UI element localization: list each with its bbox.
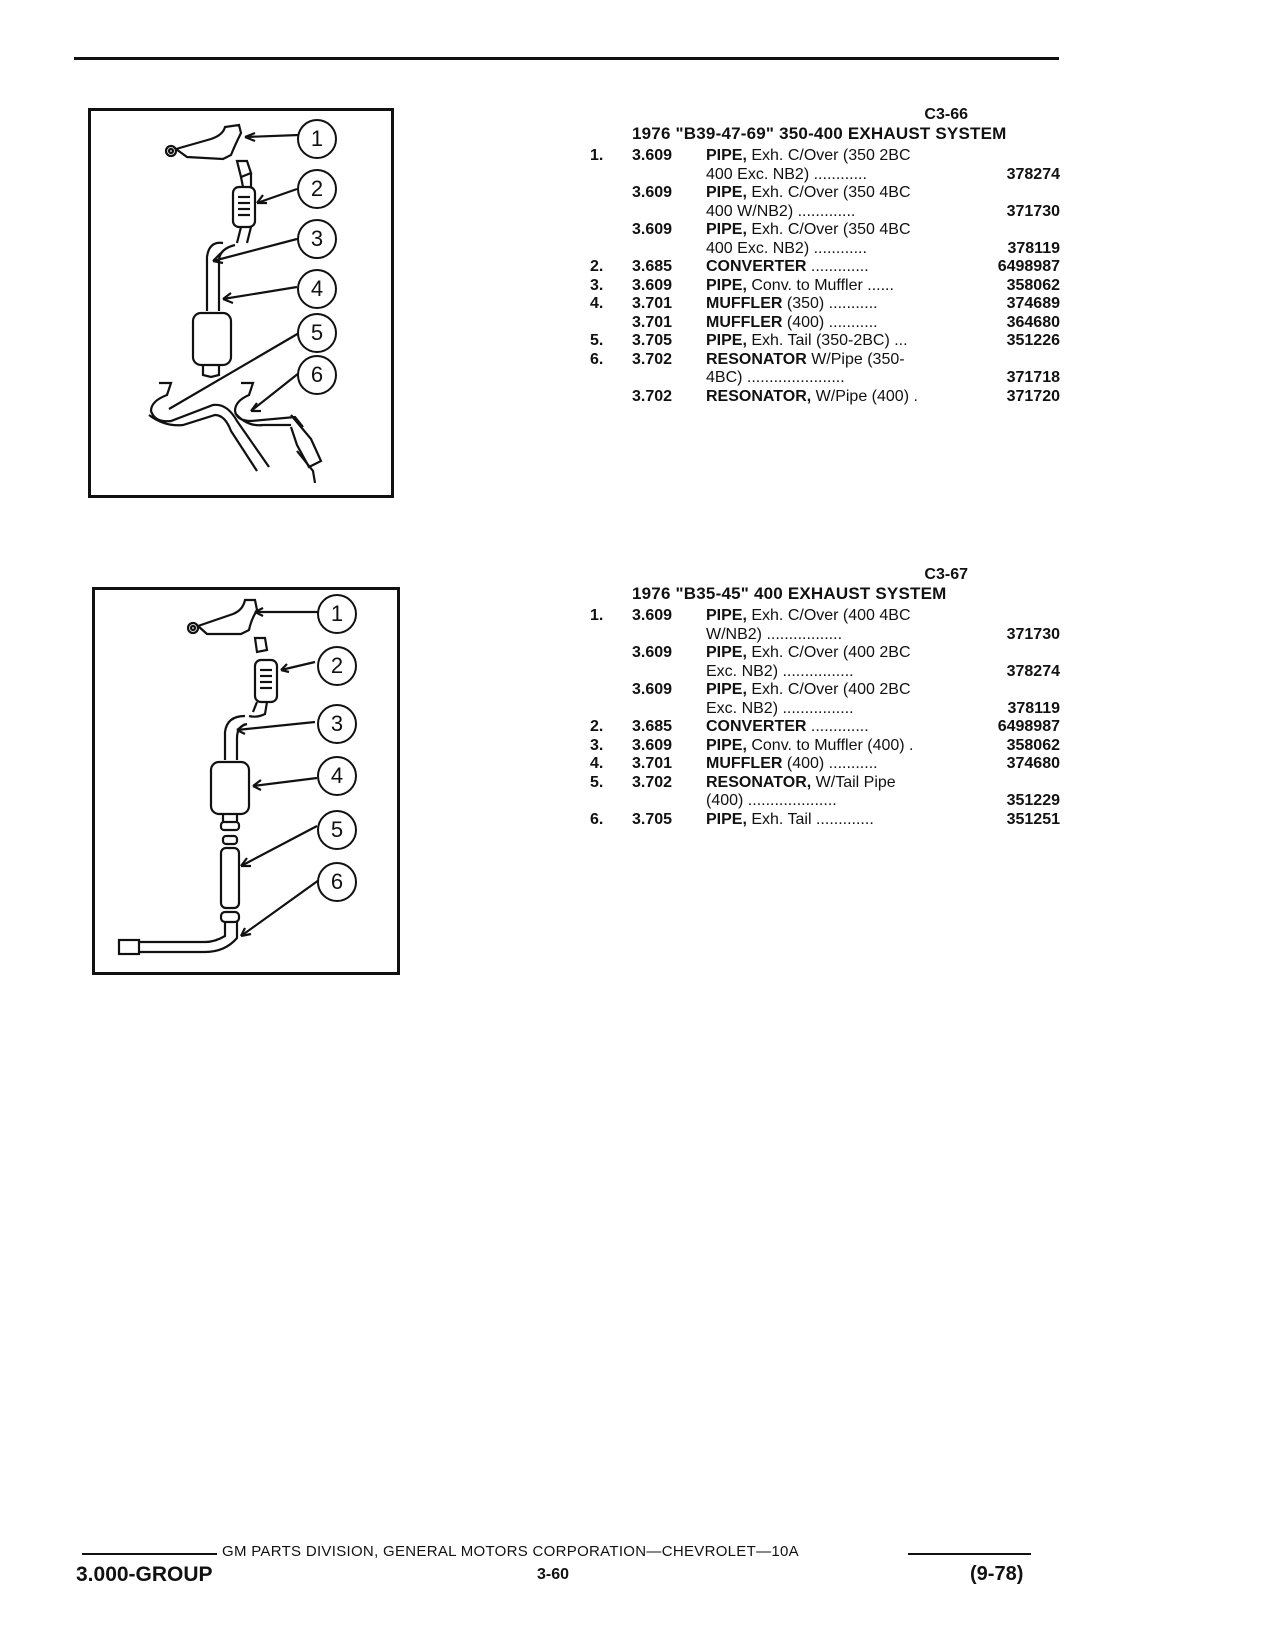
part-number (964, 644, 1060, 663)
part-detail: Exc. NB2) ................ (706, 662, 854, 680)
part-detail: Exh. C/Over (400 2BC (746, 681, 911, 698)
parts-row (590, 792, 1060, 811)
parts-row (590, 700, 1060, 719)
part-description (706, 681, 964, 700)
callout-2: 2 (317, 646, 357, 686)
part-detail: Exh. C/Over (400 4BC (746, 607, 911, 624)
part-number: 374680 (1006, 755, 1060, 772)
part-detail: 400 Exc. NB2) ............ (706, 165, 867, 183)
group-number: 3.609 (632, 607, 673, 624)
group-number: 3.609 (632, 681, 673, 698)
part-description (706, 607, 964, 626)
section-title: 1976 "B35-45" 400 EXHAUST SYSTEM (632, 583, 947, 603)
part-detail: 400 Exc. NB2) ............ (706, 239, 867, 257)
item-number: 3. (590, 276, 604, 294)
part-detail: (400) ........... (782, 313, 878, 331)
group-number (632, 203, 706, 222)
part-detail: W/Pipe (400) . (811, 387, 918, 405)
part-number: 351226 (1006, 332, 1060, 349)
group-number: 3.702 (632, 387, 673, 405)
part-number: 378119 (1007, 239, 1060, 257)
part-detail: 4BC) ...................... (706, 369, 845, 386)
part-number: 358062 (1006, 276, 1060, 294)
part-description (706, 774, 964, 793)
part-description (706, 332, 964, 351)
parts-row (590, 184, 1060, 203)
parts-row (590, 369, 1060, 388)
footer-group: 3.000-GROUP (76, 1563, 213, 1586)
part-detail: W/NB2) ................. (706, 625, 843, 643)
parts-row (590, 718, 1060, 737)
group-number (632, 166, 706, 185)
group-number: 3.705 (632, 332, 673, 349)
part-name: PIPE, (706, 644, 747, 661)
part-description (706, 184, 964, 203)
part-description (706, 314, 964, 333)
part-name: CONVERTER (706, 718, 807, 735)
footer-rule-left (82, 1553, 217, 1555)
part-detail: Conv. to Muffler ...... (746, 276, 894, 294)
parts-row (590, 774, 1060, 793)
parts-row (590, 166, 1060, 185)
group-number: 3.685 (632, 258, 673, 275)
parts-section-c3-67 (590, 566, 1060, 829)
part-number: 6498987 (997, 258, 1060, 275)
part-name: MUFFLER (706, 313, 783, 331)
part-description (706, 663, 964, 682)
parts-row (590, 755, 1060, 774)
parts-row (590, 221, 1060, 240)
item-number: 1. (590, 147, 604, 164)
group-number: 3.609 (632, 276, 673, 294)
callout-6: 6 (317, 862, 357, 902)
item-number (590, 388, 632, 407)
part-name: MUFFLER (706, 295, 783, 312)
callout-2: 2 (297, 169, 337, 209)
part-detail: Exh. C/Over (350 4BC (746, 184, 911, 201)
part-name: PIPE, (706, 184, 747, 201)
part-number: 371730 (1006, 202, 1060, 220)
item-number: 5. (590, 332, 604, 349)
part-number (964, 184, 1060, 203)
item-number (590, 681, 632, 700)
item-number (590, 700, 632, 719)
part-number: 378119 (1007, 699, 1060, 717)
part-detail: Exh. Tail ............. (746, 810, 874, 828)
group-number (632, 369, 706, 388)
part-detail: Conv. to Muffler (400) . (746, 736, 914, 754)
item-number (590, 184, 632, 203)
part-number: 374689 (1006, 295, 1060, 312)
callout-3: 3 (317, 704, 357, 744)
part-description (706, 388, 964, 407)
group-number (632, 663, 706, 682)
item-number: 1. (590, 607, 604, 624)
part-number: 378274 (1006, 165, 1060, 183)
item-number (590, 166, 632, 185)
item-number: 6. (590, 810, 604, 828)
parts-row (590, 258, 1060, 277)
part-number (964, 681, 1060, 700)
parts-row (590, 147, 1060, 166)
item-number (590, 314, 632, 333)
parts-row (590, 351, 1060, 370)
group-number (632, 792, 706, 811)
part-name: PIPE, (706, 221, 747, 238)
part-detail: Exc. NB2) ................ (706, 699, 854, 717)
part-detail: Exh. C/Over (350 4BC (746, 221, 911, 238)
part-name: PIPE, (706, 147, 747, 164)
part-name: RESONATOR, (706, 387, 812, 405)
parts-row (590, 332, 1060, 351)
part-detail: ............. (806, 718, 869, 735)
group-number: 3.609 (632, 184, 673, 201)
footer-division: GM PARTS DIVISION, GENERAL MOTORS CORPORATION—CHEVROLET—10A (222, 1543, 799, 1560)
part-description (706, 644, 964, 663)
parts-section-c3-66 (590, 106, 1060, 406)
part-detail: W/Pipe (350- (806, 350, 905, 368)
parts-table (590, 607, 1060, 829)
callout-1: 1 (297, 119, 337, 159)
parts-row (590, 203, 1060, 222)
parts-row (590, 626, 1060, 645)
group-number: 3.701 (632, 295, 673, 312)
figure-code: C3-66 (924, 106, 968, 123)
item-number: 6. (590, 350, 604, 368)
part-number (964, 351, 1060, 370)
leader-1 (245, 135, 299, 137)
part-description (706, 369, 964, 388)
exhaust-diagram-c3-67 (92, 587, 400, 975)
item-number: 4. (590, 755, 604, 772)
part-number: 371730 (1006, 625, 1060, 643)
exhaust-diagram-c3-66 (88, 108, 394, 498)
group-number: 3.701 (632, 755, 673, 772)
parts-row (590, 663, 1060, 682)
part-number: 371718 (1006, 369, 1060, 386)
item-number (590, 626, 632, 645)
part-name: PIPE, (706, 681, 747, 698)
part-description (706, 811, 964, 830)
part-detail: (400) .................... (706, 792, 837, 809)
part-name: PIPE, (706, 810, 747, 828)
page-number: 3-60 (537, 1566, 570, 1583)
item-number: 3. (590, 736, 604, 754)
part-name: RESONATOR, (706, 773, 812, 791)
item-number (590, 663, 632, 682)
group-number (632, 700, 706, 719)
item-number: 2. (590, 258, 604, 275)
part-description (706, 755, 964, 774)
group-number: 3.609 (632, 221, 673, 238)
part-description (706, 295, 964, 314)
item-number: 2. (590, 718, 604, 735)
part-description (706, 351, 964, 370)
part-number (964, 147, 1060, 166)
part-number: 6498987 (997, 718, 1060, 735)
parts-row (590, 295, 1060, 314)
parts-row (590, 240, 1060, 259)
item-number (590, 644, 632, 663)
part-number (964, 221, 1060, 240)
part-detail: Exh. C/Over (350 2BC (746, 147, 911, 164)
group-number: 3.609 (632, 736, 673, 754)
part-number: 351229 (1006, 792, 1060, 809)
parts-row (590, 607, 1060, 626)
part-number (964, 607, 1060, 626)
part-name: PIPE, (706, 276, 747, 294)
item-number (590, 203, 632, 222)
group-number: 3.609 (632, 147, 673, 164)
part-name: CONVERTER (706, 258, 807, 275)
part-name: PIPE, (706, 736, 747, 754)
parts-row (590, 811, 1060, 830)
part-number: 371720 (1006, 387, 1060, 405)
callout-6: 6 (297, 355, 337, 395)
footer-rule-right (908, 1553, 1031, 1555)
part-number: 358062 (1006, 736, 1060, 754)
part-number: 378274 (1006, 662, 1060, 680)
part-description (706, 792, 964, 811)
part-number: 351251 (1006, 810, 1060, 828)
callout-5: 5 (297, 313, 337, 353)
part-number: 364680 (1006, 313, 1060, 331)
parts-row (590, 737, 1060, 756)
callout-4: 4 (317, 756, 357, 796)
parts-row (590, 681, 1060, 700)
callout-3: 3 (297, 219, 337, 259)
exhaust-drawing-1 (91, 111, 391, 495)
part-description (706, 718, 964, 737)
revision-date: (9-78) (970, 1563, 1024, 1585)
part-detail: Exh. Tail (350-2BC) ... (746, 332, 908, 349)
group-number: 3.685 (632, 718, 673, 735)
parts-row (590, 644, 1060, 663)
section-title: 1976 "B39-47-69" 350-400 EXHAUST SYSTEM (632, 123, 1007, 143)
item-number (590, 792, 632, 811)
part-description (706, 221, 964, 240)
part-detail: (350) ........... (782, 295, 878, 312)
group-number: 3.705 (632, 810, 673, 828)
part-number (964, 774, 1060, 793)
callout-5: 5 (317, 810, 357, 850)
group-number: 3.702 (632, 773, 673, 791)
figure-code: C3-67 (924, 566, 968, 583)
top-rule (74, 57, 1059, 60)
parts-row (590, 388, 1060, 407)
parts-table (590, 147, 1060, 406)
group-number (632, 626, 706, 645)
part-description (706, 626, 964, 645)
part-detail: Exh. C/Over (400 2BC (746, 644, 911, 661)
part-detail: ............. (806, 258, 869, 275)
part-description (706, 203, 964, 222)
parts-row (590, 314, 1060, 333)
item-number: 5. (590, 773, 604, 791)
group-number (632, 240, 706, 259)
callout-1: 1 (317, 594, 357, 634)
part-description (706, 700, 964, 719)
item-number: 4. (590, 295, 604, 312)
parts-row (590, 277, 1060, 296)
item-number (590, 240, 632, 259)
part-detail: 400 W/NB2) ............. (706, 202, 856, 220)
group-number: 3.701 (632, 313, 673, 331)
part-description (706, 147, 964, 166)
item-number (590, 221, 632, 240)
part-name: PIPE, (706, 607, 747, 624)
part-name: RESONATOR (706, 350, 807, 368)
item-number (590, 369, 632, 388)
part-name: MUFFLER (706, 755, 783, 772)
group-number: 3.609 (632, 644, 673, 661)
callout-4: 4 (297, 269, 337, 309)
part-detail: W/Tail Pipe (811, 773, 896, 791)
part-description (706, 240, 964, 259)
part-description (706, 166, 964, 185)
part-name: PIPE, (706, 332, 747, 349)
part-description (706, 277, 964, 296)
part-description (706, 258, 964, 277)
group-number: 3.702 (632, 350, 673, 368)
part-detail: (400) ........... (782, 755, 878, 772)
part-description (706, 737, 964, 756)
